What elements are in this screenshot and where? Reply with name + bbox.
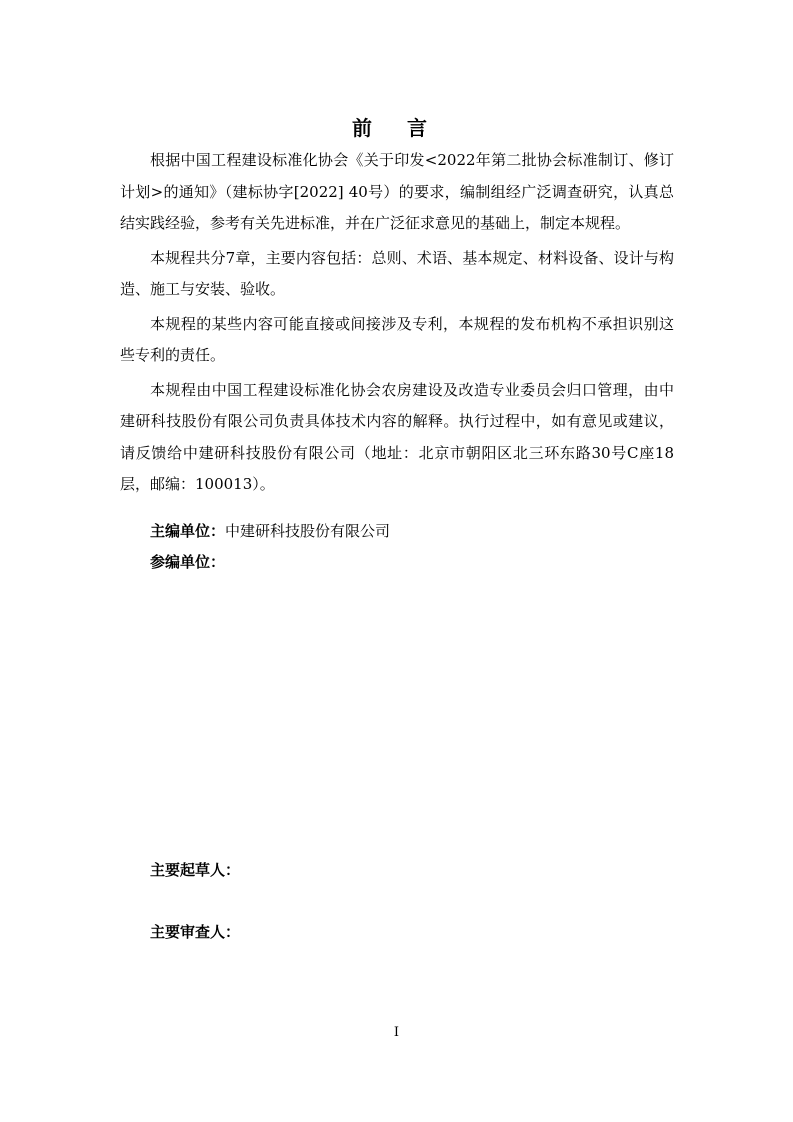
reviewers-line — [150, 917, 240, 948]
page-title: 前 言 — [352, 116, 441, 140]
chief-unit-line — [150, 516, 390, 547]
foreword-body — [120, 145, 674, 504]
participating-unit-line — [150, 547, 225, 578]
paragraph-4: 本规程由中国工程建设标准化协会农房建设及改造专业委员会归口管理，由中建研科技股份有限公司负责具体技术内容的解释。执行过程中，如有意见或建议，请反馈给中建研科技股份有限公司（地址：北京市朝阳区北三环东路30号C座18层，邮编：100013）。 — [120, 380, 674, 493]
drafters-label: 主要起草人： — [150, 861, 241, 879]
page-number: I — [393, 1025, 400, 1040]
chief-unit-label: 主编单位： — [150, 522, 226, 540]
paragraph-1: 根据中国工程建设标准化协会《关于印发<2022年第二批协会标准制订、修订计划>的通知》（建标协字[2022] 40号）的要求，编制组经广泛调查研究，认真总结实践经验，参考有关先进标准，并在广泛征求意见的基础上，制定本规程。 — [120, 151, 674, 232]
paragraph-3: 本规程的某些内容可能直接或间接涉及专利，本规程的发布机构不承担识别这些专利的责任。 — [120, 314, 674, 364]
paragraph-2: 本规程共分7章，主要内容包括：总则、术语、基本规定、材料设备、设计与构造、施工与安装、验收。 — [120, 248, 674, 298]
participating-unit-label: 参编单位： — [150, 553, 226, 571]
drafters-line — [150, 855, 240, 886]
reviewers-label: 主要审查人： — [150, 923, 241, 941]
chief-unit-value: 中建研科技股份有限公司 — [225, 522, 391, 540]
